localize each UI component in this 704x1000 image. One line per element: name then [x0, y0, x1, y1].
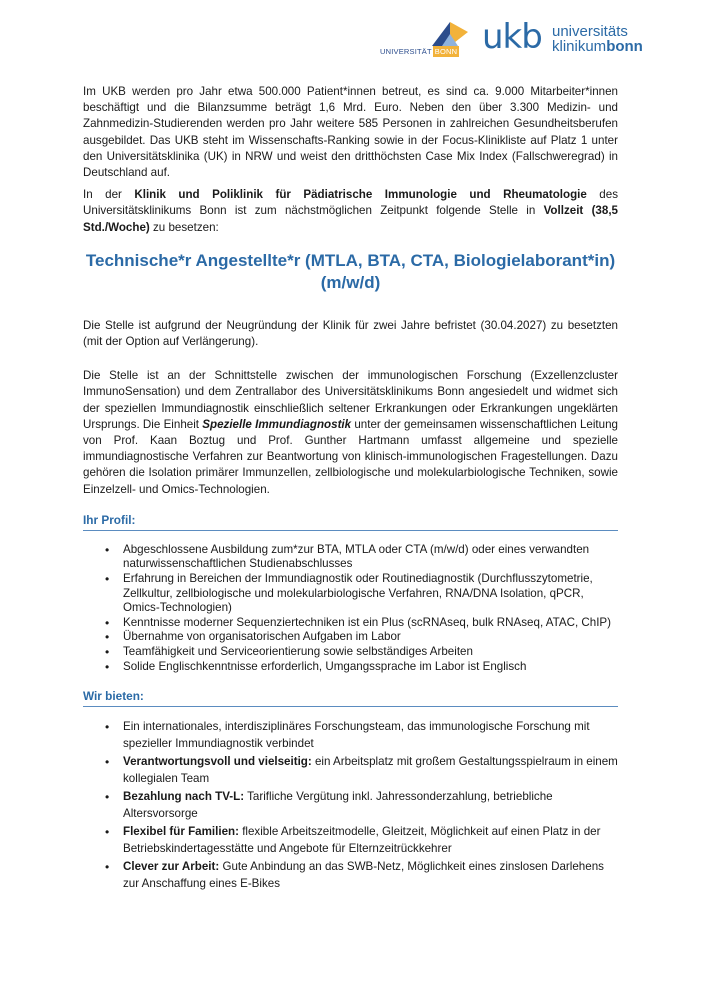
job-posting	[83, 84, 618, 894]
fixed-term-paragraph: Die Stelle ist aufgrund der Neugründung der Klinik für zwei Jahre befristet (30.04.2027) zu besetzten (mit der Option auf Verlängerung).	[83, 318, 618, 349]
list-item: • Clever zur Arbeit: Gute Anbindung an das SWB-Netz, Möglichkeit eines zinslosen Darlehens zur Anschaffung eines E-Bikes	[83, 859, 618, 892]
university-bonn-logo	[380, 16, 476, 64]
offer-heading: Wir bieten:	[83, 688, 618, 707]
working-hours: Vollzeit (38,5 Std./Woche)	[83, 204, 618, 234]
list-item: • Abgeschlossene Ausbildung zum*zur BTA, MTLA oder CTA (m/w/d) oder eines verwandten naturwissenschaftlichen Studienabschlusses	[83, 543, 618, 572]
clinic-name: Klinik und Poliklinik für Pädiatrische Immunologie und Rheumatologie	[134, 188, 587, 202]
list-item: • Ein internationales, interdisziplinäres Forschungsteam, das immunologische Forschung mit spezieller Immundiagnostik verbindet	[83, 719, 618, 752]
job-title: Technische*r Angestellte*r (MTLA, BTA, CTA, Biologielaborant*in) (m/w/d)	[85, 250, 616, 292]
university-logo-text: UNIVERSITÄT BONN	[380, 47, 458, 56]
ukb-logo-mark: ukb	[482, 17, 542, 57]
list-item: • Erfahrung in Bereichen der Immundiagnostik oder Routinediagnostik (Durchflusszytometrie, Zellkultur, zellbiologische und molekularbiologische Verfahren, RNA/DNA Isolation, qPCR, Omics-Technologien)	[83, 572, 618, 616]
unit-name: Spezielle Immundiagnostik	[202, 417, 352, 431]
list-item: • Bezahlung nach TV-L: Tarifliche Vergütung inkl. Jahressonderzahlung, betriebliche Altersvorsorge	[83, 789, 618, 822]
clinic-paragraph: In der Klinik und Poliklinik für Pädiatrische Immunologie und Rheumatologie des Universitätsklinikums Bonn ist zum nächstmöglichen Zeitpunkt folgende Stelle in Vollzeit (38,5 Std./Woche) zu besetzen:	[83, 188, 618, 234]
list-item: • Kenntnisse moderner Sequenziertechniken ist ein Plus (scRNAseq, bulk RNAseq, ATAC, ChIP)	[83, 616, 618, 631]
ukb-logo-name: universitäts klinikumbonn	[552, 23, 643, 55]
description-paragraph: Die Stelle ist an der Schnittstelle zwischen der immunologischen Forschung (Exzellenzcluster ImmunoSensation) und dem Zentrallabor des Universitätsklinikums Bonn angesiedelt und widmet sich der speziellen Immundiagnostik einschließlich seltener Erkrankungen oder Erkrankungen ungeklärten Ursprungs. Die Einheit Spezielle Immundiagnostik unter der gemeinsamen wissenschaftlichen Leitung von Prof. Kaan Boztug und Prof. Gunther Hartmann umfasst allgemeine und spezielle immundiagnostische Verfahren zur Beantwortung von klinisch-immunologischen Fragestellungen. Dazu gehören die Isolation primärer Immunzellen, zellbiologische und molekularbiologische Techniken, sowie Einzelzell- und Omics-Technologien.	[83, 369, 618, 496]
list-item: • Solide Englischkenntnisse erforderlich, Umgangssprache im Labor ist Englisch	[83, 660, 618, 675]
header-logos	[380, 16, 680, 66]
offer-list	[83, 719, 618, 892]
list-item: • Übernahme von organisatorischen Aufgaben im Labor	[83, 630, 618, 645]
list-item: • Flexibel für Familien: flexible Arbeitszeitmodelle, Gleitzeit, Möglichkeit auf einen Platz in der Betriebskindertagesstätte und Angebote für Elternzeitrückkehrer	[83, 824, 618, 857]
list-item: • Teamfähigkeit und Serviceorientierung sowie selbständiges Arbeiten	[83, 645, 618, 660]
intro-paragraph: Im UKB werden pro Jahr etwa 500.000 Patient*innen betreut, es sind ca. 9.000 Mitarbeiter*innen beschäftigt und die Bilanzsumme beträgt 1,6 Mrd. Euro. Neben den über 3.300 Medizin- und Zahnmedizin-Studierenden werden pro Jahr weitere 585 Personen in zahlreichen Gesundheitsberufen ausgebildet. Das UKB steht im Wissenschafts-Ranking sowie in der Focus-Klinikliste auf Platz 1 unter den Universitätsklinika (UK) in NRW und weist den dritthöchsten Case Mix Index (Fallschweregrad) in Deutschland auf.	[83, 85, 618, 180]
list-item: • Verantwortungsvoll und vielseitig: ein Arbeitsplatz mit großem Gestaltungsspielraum in einem kollegialen Team	[83, 754, 618, 787]
university-logo-mark-icon	[428, 20, 472, 46]
profile-heading: Ihr Profil:	[83, 512, 618, 531]
profile-list	[83, 543, 618, 674]
